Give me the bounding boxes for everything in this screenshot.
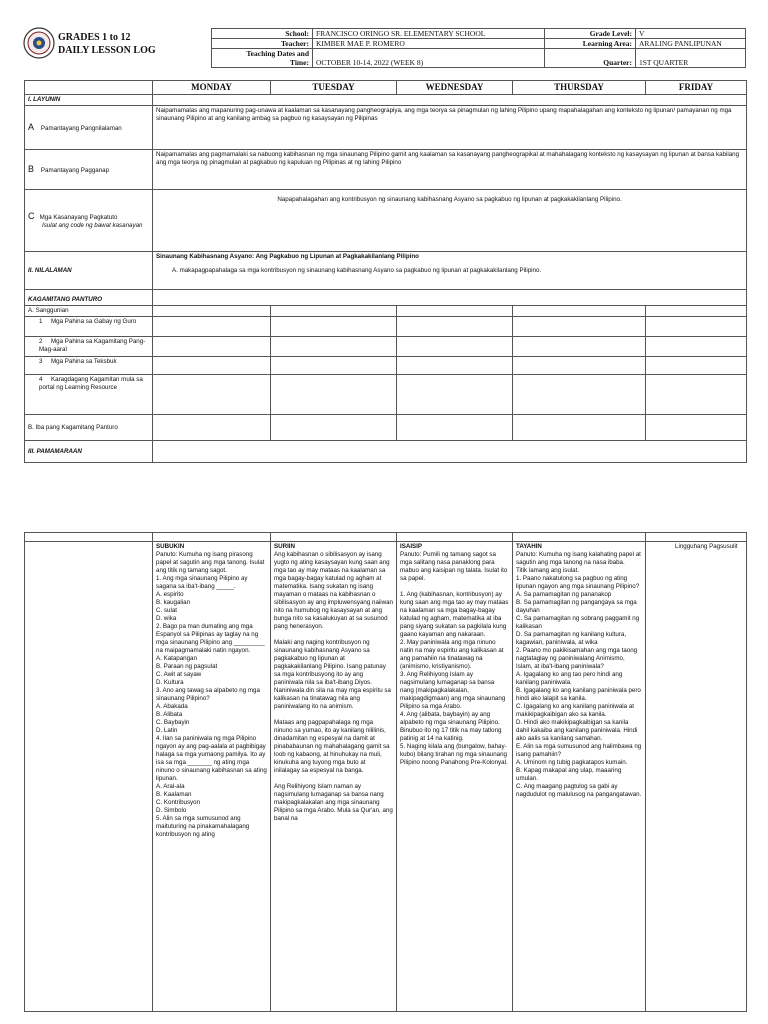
teacher-label: Teacher: xyxy=(212,39,313,49)
cell xyxy=(153,317,271,337)
isaisip-heading: ISAISIP xyxy=(400,543,423,550)
subukin-text: Panuto: Kumuha ng isang pirasong papel at sagutin ang mga tanong. Isulat ang titik ng tamang sagot. 1. Ang mga sinaunang Pilipino ay sagana sa iba't-ibang _____. A. espirito B. kaugalian C. sulat D. wika 2. Bago pa man dumating ang mga Espanyol sa Pilipinas ay taglay na ng mga sinaunang Pilipino ang _________ na maipagmamalaki natin ngayon. A. Katapangan B. Paraan ng pagsulat C. Awit at sayaw D. Kultura 3. Ano ang tawag sa alpabeto ng mga sinaunang Pilipino? A. Abakada B. Alibata C. Baybayin D. Latin 4. Ilan sa paniniwala ng mga Pilipino ngayon ay ang pag-aalala at pagbibigay halaga sa mga yumaong pamilya. Ito ay isa sa mga _______ ng ating mga ninuno o sinaunang kabihasnan sa ating lipunan. A. Aral-ala B. Kaalaman C. Kontribusyon D. Simbolo 5. Alin sa mga sumusunod ang maituturing na pinakamahalagang kontribusyon ng ating xyxy=(156,551,267,838)
day-tuesday: TUESDAY xyxy=(271,81,397,95)
day-monday: MONDAY xyxy=(153,81,271,95)
title-line-1: GRADES 1 to 12 xyxy=(58,32,131,43)
dates-label-line-1: Teaching Dates and xyxy=(246,49,309,58)
ref-text: Mga Pahina sa Gabay ng Guro xyxy=(51,318,137,325)
layunin-blank xyxy=(153,95,747,106)
suriin-text: Ang kabihasnan o sibilisasyon ay isang yugto ng ating kasaysayan kung saan ang mga tao ay may mataas na kaalaman sa mga bagay-bagay katulad ng agham at matematika. Isang sukatan ng isang mayaman o mataas na kabihasnan o sibilisasyon ay ang impluwensyang naiiwan nito na humubog ng kasaysayan at ang bunga nito sa kasalukuyan at sa susunod pang henerasyon. Malaki ang naging kontribusyon ng sinaunang kabihasnang Asyano sa pagkakabuo ng lipunan at pagkakakilanlang Pilipino. Isang patunay sa mga kontribusyong ito ay ang paniniwala nila sa iba't-ibang Diyos. Naniniwala din sila na may mga espiritu sa kalikasan na tinatawag nila ang paniniwalang ito na animism. Mataas ang pagpapahalaga ng mga ninuno sa yumao, ito ay kanilang nililinis, dinadamitan ng espesyal na damit at pinababaunan ng mahahalagang gamit sa loob ng kabaong, at hinuhukay na muli, kinukuha ang tuyong mga buto at inilalagay sa espesyal na banga. Ang Relihiyong Islam naman ay nagsimulang lumaganap sa bansa nang makipagkalakalan ang mga sinaunang Pilipino sa mga Arabo. Mula sa Qur'an, ang banal na xyxy=(274,551,394,822)
kagamitan-blank xyxy=(153,290,747,306)
cell xyxy=(153,375,271,415)
cell xyxy=(513,533,646,542)
ref-item-1 xyxy=(25,317,153,337)
teacher-value: KIMBER MAE P. ROMERO xyxy=(313,39,545,49)
cell xyxy=(646,306,747,317)
cell xyxy=(513,337,646,357)
cell xyxy=(513,415,646,441)
wednesday-lesson-cell xyxy=(397,542,513,1012)
pamamaraan-blank xyxy=(153,441,747,463)
ref-num: 2 xyxy=(39,338,43,345)
cell xyxy=(513,306,646,317)
cell xyxy=(646,337,747,357)
pamamaraan-table xyxy=(24,532,747,1012)
day-header-row xyxy=(25,81,747,95)
cell xyxy=(153,357,271,375)
cell xyxy=(397,337,513,357)
step-label-cell xyxy=(25,542,153,1012)
cell xyxy=(646,415,747,441)
ref-item-4 xyxy=(25,375,153,415)
cell xyxy=(513,375,646,415)
quarter-label: Quarter: xyxy=(545,49,636,68)
day-thursday: THURSDAY xyxy=(513,81,646,95)
area-value: ARALING PANLIPUNAN xyxy=(636,39,746,49)
ref-text: Karagdagang Kagamitan mula sa portal ng Learning Resource xyxy=(39,376,143,391)
ref-item-3 xyxy=(25,357,153,375)
ref-num: 4 xyxy=(39,376,43,383)
area-label: Learning Area: xyxy=(545,39,636,49)
cell xyxy=(397,415,513,441)
cell xyxy=(271,306,397,317)
monday-lesson-cell xyxy=(153,542,271,1012)
deped-seal-icon xyxy=(23,27,55,59)
cell xyxy=(397,533,513,542)
nilalaman-label: II. NILALAMAN xyxy=(25,252,153,290)
pamantayang-pagganap-text: Naipamamalas ang pagmamalaki sa nabuong kabihasnan ng mga sinaunang Pilipino gamit ang kaalaman sa kasanayang pangheograpikal at mahahalagang konteksto ng kasaysayan ng lipunan at bansa kabilang ang mga teorya ng pinagmulan at pagkabuo ng kapuluan ng Pilipinas at ng lahing Pilipino xyxy=(153,150,747,190)
nilalaman-item: A. makapagpapahalaga sa mga kontribusyon ng sinaunang kabihasnang Asyano sa pagkabuo ng lipunan at pagkakakilanlang Pilipino. xyxy=(172,267,542,274)
kasanayang-pagkatuto-text: Napapahalagahan ang kontribusyon ng sinaunang kabihasnang Asyano sa pagkabuo ng lipunan at pagkakakilanlang Pilipino. xyxy=(153,190,747,252)
subukin-heading: SUBUKIN xyxy=(156,543,185,550)
row-a-text: Pamantayang Pangnilalaman xyxy=(40,124,122,132)
nilalaman-title: Sinaunang Kabihasnang Asyano: Ang Pagkabuo ng Lipunan at Pagkakakilanlang Pilipino xyxy=(156,253,419,260)
corner-cell xyxy=(25,81,153,95)
cell xyxy=(397,317,513,337)
cell xyxy=(271,533,397,542)
school-label: School: xyxy=(212,29,313,39)
cell xyxy=(646,533,747,542)
pamantayang-pangnilalaman-text: Naipamamalas ang mapanuring pag-unawa at kaalaman sa kasanayang pangheograpiya, ang mga teorya sa pinagmulan ng lahing Pilipino upang mapahalagahan ang konteksto ng lipunan/ pamayanan ng mga sinaunang Pilipino at ang kanilang ambag sa pagbuo ng kasaysayan ng Pilipinas xyxy=(153,106,747,150)
grade-label: Grade Level: xyxy=(545,29,636,39)
cell xyxy=(271,415,397,441)
ref-text: Mga Pahina sa Kagamitang Pang-Mag-aaral xyxy=(39,338,146,353)
tuesday-lesson-cell xyxy=(271,542,397,1012)
isaisip-text: Panuto: Pumili ng tamang sagot sa mga salitang nasa panaklong para mabuo ang kaisipan ng talata. Isulat ito sa papel. 1. Ang (kabihasnan, kontribusyon) ay kung saan ang mga tao ay may mataas na kaalaman sa mga bagay-bagay katulad ng agham, matematika at iba pang siyang sukatan sa pagkilala kung gaano kayaman ang nakaraan. 2. May paniniwala ang mga ninuno natin na may espiritu ang kalikasan at ang pamahiin na tinatawag na (animismo, kristiyanismo). 3. Ang Relihiyong Islam ay nagsimulang lumaganap sa bansa nang (makipagkalakalan, makipagdigmaan) ang mga sinaunang Pilipino sa mga Arabo. 4. Ang (alibata, baybayin) ay ang alpabeto ng mga sinaunang Pilipino. Binubuo ito ng 17 titik na may tatlong patinig at 14 na katinig. 5. Naging kilala ang (bungalow, bahay-kubo) bilang tirahan ng mga sinaunang Pilipino noong Panahong Pre-Kolonyal. xyxy=(400,551,509,766)
day-wednesday: WEDNESDAY xyxy=(397,81,513,95)
pamamaraan-label: III. PAMAMARAAN xyxy=(25,441,153,463)
cell xyxy=(153,533,271,542)
suriin-heading: SURIIN xyxy=(274,543,295,550)
lesson-log-table xyxy=(24,80,747,463)
tayahin-heading: TAYAHIN xyxy=(516,543,542,550)
log-title xyxy=(58,31,208,57)
sanggunian-label: A. Sanggunian xyxy=(25,306,153,317)
ref-text: Mga Pahina sa Teksbuk xyxy=(51,358,117,365)
row-b-label xyxy=(25,150,153,190)
title-line-2: DAILY LESSON LOG xyxy=(58,45,156,56)
cell xyxy=(25,533,153,542)
iba-pang-kagamitan-label: B. Iba pang Kagamitang Panturo xyxy=(25,415,153,441)
dates-label-line-2: Time: xyxy=(289,58,309,67)
cell xyxy=(646,357,747,375)
tayahin-text: Panuto: Kumuha ng isang kalahating papel at sagutin ang mga tanong na nasa ibaba. Titik lamang ang isulat. 1. Paano nakatulong sa pagbuo ng ating lipunan ngayon ang mga sinaunang Pilipino? A. Sa pamamagitan ng pananakop B. Sa pamamagitan ng pangangaya sa mga dayuhan C. Sa pamamagitan ng sobrang paggamit ng kalikasan D. Sa pamamagitan ng kanilang kultura, kagawian, paniniwala, at wika 2. Paano mo pakikisamahan ang mga taong nagtataglay ng paniniwalang Animismo, Islam, at iba't-ibang paniniwala? A. Igagalang ko ang tao pero hindi ang kanilang paniniwala. B. Igagalang ko ang kanilang paniniwala pero hindi ako lalapit sa kanila. C. Igagalang ko ang kanilang paniniwala at makikipagkaibigan ako sa kanila. D. Hindi ako makikipagkaibigan sa kanila dahil kakaiba ang kanilang paniniwala. Hindi ako aalis sa kanilang samahan. E. Alin sa mga sumusunod ang halimbawa ng isang pamahiin? A. Uminom ng tubig pagkatapos kumain. B. Kapag makapal ang ulap, maaaring umulan. C. Ang maagang pagtulog sa gabi ay nagdudulot ng malulusog na pangangatawan. xyxy=(516,551,642,798)
cell xyxy=(513,357,646,375)
row-b-text: Pamantayang Pagganap xyxy=(40,166,110,174)
header-info-table xyxy=(211,28,746,68)
cell xyxy=(397,306,513,317)
kagamitan-label: KAGAMITANG PANTURO xyxy=(25,290,153,306)
row-c-letter: C xyxy=(28,210,35,221)
row-c-text: Mga Kasanayang Pagkatuto xyxy=(39,213,118,221)
row-c-sub: Isulat ang code ng bawat kasanayan xyxy=(42,221,143,229)
cell xyxy=(271,357,397,375)
cell xyxy=(646,317,747,337)
nilalaman-cell xyxy=(153,252,747,290)
lingguhang-pagsusulit: Lingguhang Pagsusulit xyxy=(675,543,738,550)
school-value: FRANCISCO ORINGO SR. ELEMENTARY SCHOOL xyxy=(313,29,545,39)
row-b-letter: B xyxy=(28,163,35,174)
ref-item-2 xyxy=(25,337,153,357)
layunin-label: I. LAYUNIN xyxy=(25,95,153,106)
row-a-label xyxy=(25,106,153,150)
friday-lesson-cell xyxy=(646,542,747,1012)
dates-value: OCTOBER 10-14, 2022 (WEEK 8) xyxy=(313,49,545,68)
ref-num: 3 xyxy=(39,358,43,365)
dates-label xyxy=(212,49,313,68)
day-friday: FRIDAY xyxy=(646,81,747,95)
cell xyxy=(153,306,271,317)
cell xyxy=(646,375,747,415)
ref-num: 1 xyxy=(39,318,43,325)
quarter-value: 1ST QUARTER xyxy=(636,49,746,68)
cell xyxy=(153,337,271,357)
cell xyxy=(271,375,397,415)
cell xyxy=(271,337,397,357)
cell xyxy=(513,317,646,337)
cell xyxy=(397,375,513,415)
cell xyxy=(397,357,513,375)
cell xyxy=(271,317,397,337)
row-a-letter: A xyxy=(28,121,35,132)
cell xyxy=(153,415,271,441)
grade-value: V xyxy=(636,29,746,39)
thursday-lesson-cell xyxy=(513,542,646,1012)
row-c-label xyxy=(25,190,153,252)
